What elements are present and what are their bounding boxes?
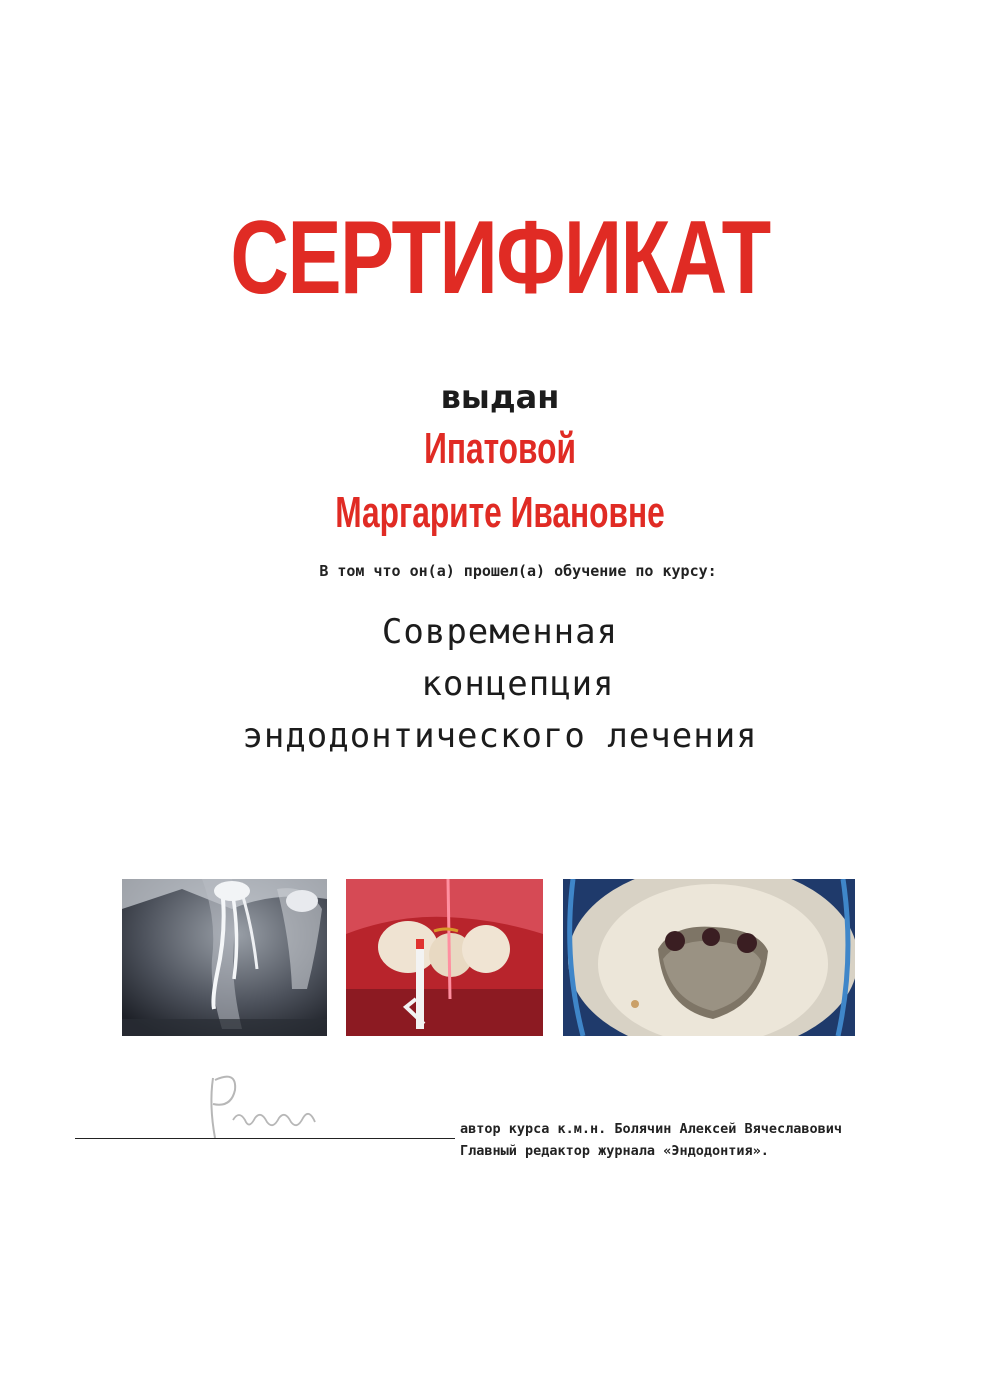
certificate-title: СЕРТИФИКАТ — [230, 200, 770, 316]
recipient-surname: Ипатовой — [424, 424, 576, 473]
course-title-line-2: концепция — [421, 664, 615, 704]
canal-icon — [563, 879, 855, 1036]
editor-line: Главный редактор журнала «Эндодонтия». — [460, 1143, 769, 1159]
signature-line — [75, 1138, 455, 1139]
author-line: автор курса к.м.н. Болячин Алексей Вячеславович — [460, 1121, 843, 1137]
signature — [195, 1060, 345, 1145]
canal-photo — [563, 879, 855, 1036]
course-title-line-1: Современная — [381, 612, 619, 652]
xray-photo — [122, 879, 327, 1036]
teeth-photo — [346, 879, 543, 1036]
completion-statement: В том что он(а) прошел(а) обучение по курсу: — [319, 562, 717, 580]
course-title-line-3: эндодонтического лечения — [242, 716, 758, 756]
issued-label: выдан — [440, 378, 560, 416]
xray-icon — [122, 879, 327, 1036]
signature-icon — [195, 1060, 345, 1145]
recipient-given-names: Маргарите Ивановне — [335, 488, 665, 537]
teeth-icon — [346, 879, 543, 1036]
